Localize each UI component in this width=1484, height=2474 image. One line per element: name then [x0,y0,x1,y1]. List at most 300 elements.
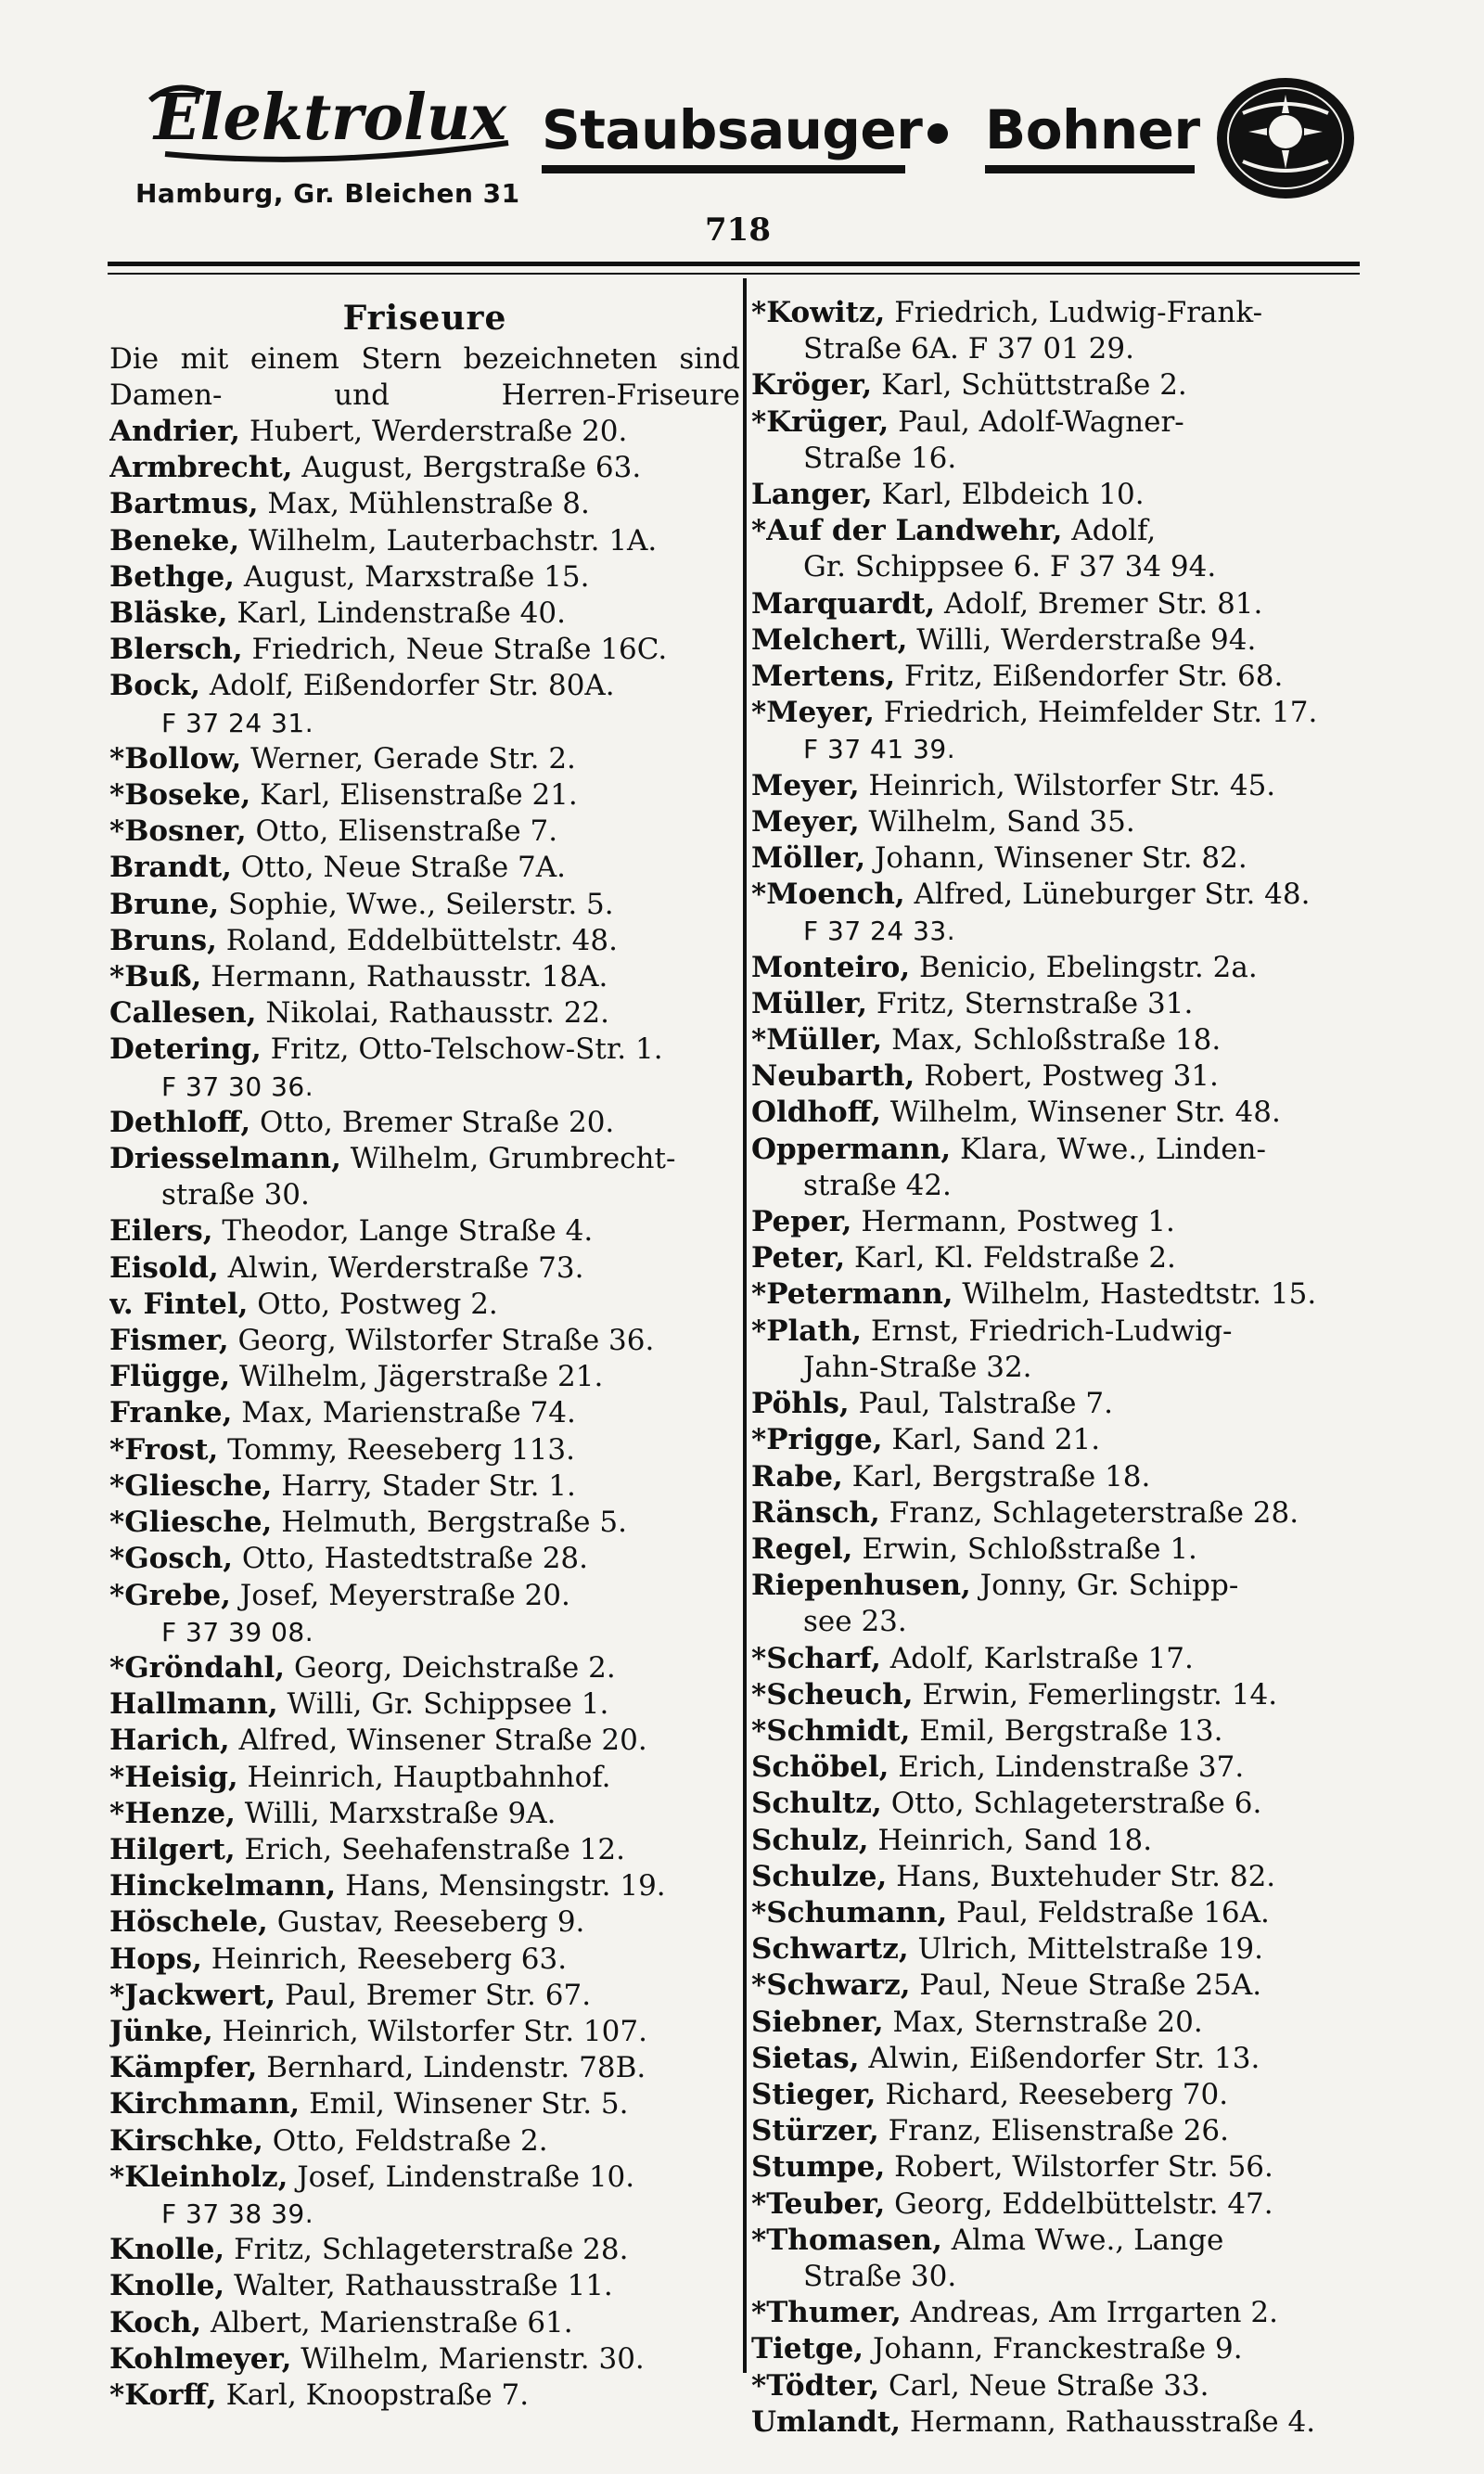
entry-name: *Boseke, [109,778,251,813]
entry-address: Robert, Wilstorfer Str. 56. [885,2150,1273,2185]
directory-entry [751,622,1382,659]
entry-name: Flügge, [109,1360,231,1394]
entry-address: Friedrich, Ludwig-Frank- [885,296,1263,329]
entry-phone: F 37 39 08. [161,1616,314,1647]
directory-entry [751,2149,1382,2186]
entry-name: *Petermann, [751,1277,953,1312]
entry-name: *Scharf, [751,1641,881,1675]
elektrolux-seal-icon [1215,76,1356,200]
directory-entry [109,1141,740,1177]
directory-entry [751,1895,1382,1931]
directory-entry [751,2295,1382,2331]
entry-address: Robert, Postweg 31. [915,1059,1219,1094]
entry-address: Johann, Winsener Str. 82. [865,841,1247,876]
entry-continuation: see 23. [803,1605,907,1639]
entry-address: Heinrich, Wilstorfer Str. 45. [859,768,1276,802]
entry-address: Paul, Bremer Str. 67. [275,1978,592,2012]
directory-entry [751,1386,1382,1422]
directory-entry [751,2041,1382,2077]
entry-name: *Kowitz, [751,296,886,329]
entry-address: Max, Marienstraße 74. [232,1396,576,1430]
entry-address: Erwin, Schloßstraße 1. [852,1532,1197,1566]
entry-name: Detering, [109,1032,262,1067]
directory-entry [751,804,1382,840]
ad-product-staubsauger: Staubsauger [542,98,923,161]
entry-name: Hilgert, [109,1832,236,1866]
entry-name: Kämpfer, [109,2051,258,2085]
entry-name: Bartmus, [109,487,259,521]
directory-entry [109,559,740,596]
entry-name: Dethloff, [109,1105,251,1139]
directory-entry [109,1723,740,1759]
entry-phone: F 37 41 39. [803,734,956,765]
entry-name: Meyer, [751,804,860,839]
entry-continuation: straße 30. [161,1178,310,1212]
directory-entry [109,2123,740,2160]
directory-entry [109,1287,740,1323]
entry-address: Klara, Wwe., Linden- [951,1132,1266,1166]
entry-name: Bethge, [109,559,235,594]
entry-name: Oldhoff, [751,1096,881,1130]
entry-address: Emil, Bergstraße 13. [910,1713,1223,1748]
entry-name: Ränsch, [751,1495,880,1530]
entry-name: Pöhls, [751,1387,850,1421]
entry-address: Jonny, Gr. Schipp- [970,1569,1239,1603]
entry-continuation: Straße 6A. F 37 01 29. [803,332,1134,366]
entry-name: Harich, [109,1724,230,1758]
directory-entry [109,1359,740,1395]
directory-entry [109,1868,740,1904]
ad-underline-left [542,165,905,173]
entry-name: Schulz, [751,1823,869,1857]
entry-phone: F 37 24 33. [803,916,956,947]
directory-entry [109,2268,740,2304]
entry-address: Wilhelm, Hastedtstr. 15. [953,1277,1317,1312]
entry-name: Stürzer, [751,2114,879,2148]
entry-name: Schöbel, [751,1750,889,1785]
directory-entry [751,1931,1382,1968]
entry-address: Max, Sternstraße 20. [883,2005,1203,2039]
entry-continuation: Gr. Schippsee 6. F 37 34 94. [803,550,1217,584]
ad-bullet [928,123,948,144]
entry-continuation: Jahn-Straße 32. [803,1350,1032,1384]
entry-address: Otto, Bremer Straße 20. [250,1105,615,1139]
brand-logotype [137,72,518,165]
entry-name: Bock, [109,669,201,703]
directory-entry [751,586,1382,622]
brand-swash-icon [137,72,518,165]
entry-name: *Plath, [751,1314,863,1348]
entry-address: Erich, Seehafenstraße 12. [235,1832,625,1866]
entry-address: Adolf, Karlstraße 17. [880,1641,1194,1675]
directory-entry [109,777,740,814]
entry-address: Wilhelm, Winsener Str. 48. [880,1096,1281,1130]
entry-address: Fritz, Schlageterstraße 28. [224,2233,629,2267]
directory-entry [109,1468,740,1505]
entry-address: Fritz, Eißendorfer Str. 68. [895,660,1284,694]
entry-name: Kröger, [751,368,873,403]
entry-name: Armbrecht, [109,451,293,485]
ad-underline-right [985,165,1195,173]
entry-name: Siebner, [751,2005,884,2039]
directory-entry [109,814,740,850]
entry-address: Ulrich, Mittelstraße 19. [908,1932,1263,1967]
entry-continuation: straße 42. [803,1168,952,1202]
directory-entry [751,1568,1382,1604]
entry-address: Theodor, Lange Straße 4. [212,1214,594,1249]
entry-address: Wilhelm, Sand 35. [859,804,1135,839]
directory-entry [109,923,740,959]
entry-name: Schultz, [751,1787,882,1821]
entry-address: Gustav, Reeseberg 9. [267,1905,585,1940]
entry-address: Fritz, Sternstraße 31. [867,986,1194,1020]
entry-address: Hermann, Rathausstr. 18A. [201,960,608,994]
entry-name: *Tödter, [751,2368,880,2403]
entry-address: Karl, Schüttstraße 2. [872,368,1187,403]
directory-entry [109,1323,740,1359]
entry-name: Brune, [109,887,220,921]
directory-entry [751,1713,1382,1750]
entry-name: Callesen, [109,996,257,1031]
entry-address: Alwin, Eißendorfer Str. 13. [859,2041,1260,2075]
entry-name: *Gliesche, [109,1506,273,1540]
entry-address: Emil, Winsener Str. 5. [300,2087,629,2121]
directory-entry [751,367,1382,404]
entry-address: Hermann, Rathausstraße 4. [901,2404,1316,2439]
entry-address: Heinrich, Reeseberg 63. [201,1942,568,1976]
directory-entry [751,1095,1382,1131]
entry-name: *Korff, [109,2378,217,2412]
entry-name: Regel, [751,1532,853,1566]
directory-entry [109,1796,740,1832]
entry-name: Stieger, [751,2077,876,2111]
entry-address: Fritz, Otto-Telschow-Str. 1. [261,1032,663,1067]
directory-entry [751,986,1382,1022]
entry-name: *Bosner, [109,814,247,849]
entry-name: Kohlmeyer, [109,2341,292,2376]
header-rule-thick [108,262,1360,266]
entry-name: Franke, [109,1396,233,1430]
entry-name: *Gosch, [109,1542,234,1576]
entry-address: Bernhard, Lindenstr. 78B. [257,2051,646,2085]
entry-address: Tommy, Reeseberg 113. [218,1432,575,1467]
entry-address: Roland, Eddelbüttelstr. 48. [216,923,618,957]
entry-name: Knolle, [109,2269,225,2303]
entry-name: Meyer, [751,768,860,802]
directory-entry [109,2232,740,2268]
entry-address: Adolf, Eißendorfer Str. 80A. [200,669,615,703]
entry-address: August, Bergstraße 63. [292,451,642,485]
directory-entry [751,513,1382,549]
directory-entry [751,2331,1382,2367]
directory-entry [109,1832,740,1868]
directory-entry [109,632,740,668]
entry-phone: F 37 24 31. [161,707,314,738]
entry-name: *Gröndahl, [109,1650,286,1685]
entry-address: Paul, Adolf-Wagner- [889,404,1184,439]
entry-address: Ernst, Friedrich-Ludwig- [862,1314,1233,1348]
entry-name: Peter, [751,1241,846,1275]
entry-name: Schulze, [751,1859,888,1893]
entry-address: Sophie, Wwe., Seilerstr. 5. [219,887,614,921]
entry-name: *Müller, [751,1023,883,1058]
directory-entry [109,450,740,486]
entry-address: Paul, Feldstraße 16A. [947,1895,1270,1929]
directory-entry [751,1532,1382,1568]
entry-address: Adolf, [1062,514,1157,548]
entry-address: Paul, Neue Straße 25A. [910,1968,1262,2003]
entry-name: Marquardt, [751,586,936,621]
directory-entry [751,768,1382,804]
entry-name: Oppermann, [751,1132,952,1166]
entry-address: Hubert, Werderstraße 20. [239,415,628,448]
entry-address: Wilhelm, Lauterbachstr. 1A. [239,523,658,558]
entry-name: Mertens, [751,660,896,694]
directory-entry [751,1750,1382,1786]
entry-address: Karl, Elbdeich 10. [872,478,1145,512]
directory-entry [751,1968,1382,2004]
entry-address: Franz, Schlageterstraße 28. [879,1495,1299,1530]
directory-entry [109,1213,740,1250]
entry-name: *Thumer, [751,2296,902,2330]
directory-entry [109,1578,740,1614]
entry-address: Hans, Mensingstr. 19. [336,1869,666,1904]
directory-entry [109,887,740,923]
directory-entry [751,1823,1382,1859]
entry-address: Karl, Knoopstraße 7. [216,2378,530,2412]
directory-entry [109,486,740,522]
directory-entry [751,2368,1382,2404]
directory-entry [109,2014,740,2050]
entry-address: Willi, Marxstraße 9A. [235,1796,556,1830]
entry-name: Eisold, [109,1250,219,1285]
entry-phone: F 37 30 36. [161,1070,314,1102]
directory-entry [109,959,740,995]
entry-name: Schwartz, [751,1932,909,1967]
entry-address: Hermann, Postweg 1. [851,1205,1175,1239]
entry-address: Heinrich, Sand 18. [868,1823,1153,1857]
directory-entry [109,2050,740,2086]
directory-entry [751,2186,1382,2223]
entry-address: Otto, Postweg 2. [248,1287,498,1321]
entry-name: *Schumann, [751,1895,948,1929]
entry-address: August, Marxstraße 15. [234,559,590,594]
entry-name: Driesselmann, [109,1142,341,1176]
directory-entry [751,477,1382,513]
entry-address: Wilhelm, Jägerstraße 21. [230,1360,604,1394]
entry-name: *Jackwert, [109,1978,276,2012]
directory-entry [109,1505,740,1541]
entry-name: *Thomasen, [751,2223,942,2257]
entry-address: Karl, Bergstraße 18. [842,1459,1151,1493]
entry-name: Fismer, [109,1324,229,1358]
entry-name: Bruns, [109,923,217,957]
entry-name: Stumpe, [751,2150,886,2185]
entry-address: Alfred, Lüneburger Str. 48. [904,878,1311,912]
entry-name: *Auf der Landwehr, [751,514,1063,548]
directory-entry [751,1459,1382,1495]
entry-address: Josef, Lindenstraße 10. [288,2160,635,2194]
directory-entry [751,695,1382,731]
column-right [751,295,1382,2441]
entry-name: Neubarth, [751,1059,915,1094]
entry-address: Johann, Franckestraße 9. [864,2332,1243,2366]
entry-continuation: Straße 16. [803,441,957,475]
entry-name: Peper, [751,1205,852,1239]
directory-entry [751,1677,1382,1713]
entry-name: Jünke, [109,2014,213,2048]
entry-address: Walter, Rathausstraße 11. [224,2269,613,2303]
directory-entry [751,1204,1382,1240]
entry-name: Rabe, [751,1459,843,1493]
directory-entry [109,2305,740,2341]
entry-name: Melchert, [751,622,908,657]
entry-name: Hops, [109,1942,202,1976]
directory-entry [751,659,1382,695]
entry-address: Otto, Elisenstraße 7. [246,814,558,849]
entry-name: Sietas, [751,2041,860,2075]
entry-name: *Henze, [109,1796,236,1830]
entry-name: *Frost, [109,1432,219,1467]
entry-name: Hinckelmann, [109,1869,337,1904]
entry-address: Wilhelm, Grumbrecht- [340,1142,676,1176]
entry-name: Bläske, [109,596,228,631]
directory-entry [109,1395,740,1431]
entry-address: Alwin, Werderstraße 73. [218,1250,584,1285]
entry-name: Höschele, [109,1905,268,1940]
entry-name: Monteiro, [751,950,911,984]
entry-address: Richard, Reeseberg 70. [876,2077,1229,2111]
entry-name: *Heisig, [109,1760,238,1794]
entry-name: Möller, [751,841,866,876]
section-intro: Die mit einem Stern bezeichneten sind Damen- und Herren-Friseure [109,342,740,412]
entry-name: Blersch, [109,633,243,667]
directory-entry [751,1495,1382,1532]
directory-entry [751,2113,1382,2149]
entry-address: Franz, Elisenstraße 26. [878,2114,1230,2148]
column-divider [743,278,747,2373]
directory-entry [109,1250,740,1287]
page-number: 718 [705,212,771,249]
directory-entry [109,1541,740,1577]
directory-entry [109,1032,740,1068]
entry-address: Wilhelm, Marienstr. 30. [291,2341,645,2376]
directory-entry [751,877,1382,913]
directory-entry [751,295,1382,331]
entry-address: Otto, Schlageterstraße 6. [881,1787,1262,1821]
entry-name: *Bollow, [109,741,242,776]
section-title: Friseure [342,299,507,338]
directory-entry [109,668,740,704]
entry-name: Andrier, [109,415,240,448]
entry-name: *Krüger, [751,404,889,439]
entry-address: Erich, Lindenstraße 37. [889,1750,1245,1785]
directory-entry [109,1942,740,1978]
header-rule-thin [108,273,1360,275]
entry-address: Friedrich, Heimfelder Str. 17. [874,696,1318,730]
directory-entry [109,1904,740,1941]
column-left [109,295,740,2414]
directory-entry [751,2005,1382,2041]
entry-address: Josef, Meyerstraße 20. [230,1578,570,1612]
entry-address: Heinrich, Wilstorfer Str. 107. [212,2014,647,2048]
directory-entry [109,850,740,886]
entry-name: *Schmidt, [751,1713,911,1748]
entry-address: Alfred, Winsener Straße 20. [229,1724,647,1758]
entry-address: Otto, Feldstraße 2. [262,2123,548,2158]
directory-entry [109,1650,740,1686]
entry-address: Carl, Neue Straße 33. [879,2368,1209,2403]
directory-entry [751,840,1382,877]
entry-name: *Meyer, [751,696,875,730]
entry-address: Otto, Neue Straße 7A. [231,851,567,885]
entry-list-right [751,295,1382,2441]
entry-phone: F 37 38 39. [161,2198,314,2229]
entry-address: Paul, Talstraße 7. [849,1387,1113,1421]
entry-name: *Kleinholz, [109,2160,288,2194]
entry-address: Georg, Deichstraße 2. [285,1650,616,1685]
entry-address: Werner, Gerade Str. 2. [241,741,576,776]
entry-address: Max, Schloßstraße 18. [882,1023,1222,1058]
directory-entry [109,741,740,777]
entry-name: *Scheuch, [751,1677,914,1711]
entry-name: Kirchmann, [109,2087,301,2121]
entry-address: Benicio, Ebelingstr. 2a. [910,950,1258,984]
directory-entry [109,1978,740,2014]
directory-entry [751,950,1382,986]
brand-name: Elektrolux [152,81,508,155]
directory-entry [109,2086,740,2122]
directory-entry [109,1760,740,1796]
directory-entry [109,596,740,632]
entry-name: Brandt, [109,851,232,885]
entry-address: Karl, Kl. Feldstraße 2. [845,1241,1176,1275]
directory-entry [751,1276,1382,1313]
directory-entry [109,1432,740,1468]
directory-entry [751,1786,1382,1822]
entry-address: Heinrich, Hauptbahnhof. [237,1760,611,1794]
directory-entry [109,2160,740,2196]
entry-name: v. Fintel, [109,1287,249,1321]
entry-address: Max, Mühlenstraße 8. [258,487,590,521]
entry-address: Karl, Elisenstraße 21. [250,778,578,813]
directory-entry [751,1240,1382,1276]
entry-name: *Buß, [109,960,202,994]
entry-name: *Teuber, [751,2186,886,2221]
ad-address: Hamburg, Gr. Bleichen 31 [135,178,520,209]
directory-entry [109,1686,740,1723]
ad-product-bohner: Bohner [985,98,1200,161]
entry-address: Hans, Buxtehuder Str. 82. [887,1859,1276,1893]
directory-entry [109,2341,740,2378]
directory-entry [751,2077,1382,2113]
directory-entry [751,2404,1382,2441]
entry-address: Alma Wwe., Lange [941,2223,1224,2257]
entry-address: Adolf, Bremer Str. 81. [935,586,1263,621]
directory-entry [751,1422,1382,1458]
entry-address: Karl, Lindenstraße 40. [227,596,566,631]
entry-address: Erwin, Femerlingstr. 14. [913,1677,1278,1711]
directory-entry [751,2223,1382,2259]
entry-name: Umlandt, [751,2404,902,2439]
directory-entry [109,2378,740,2414]
entry-name: Riepenhusen, [751,1569,971,1603]
directory-entry [751,1859,1382,1895]
entry-name: *Schwarz, [751,1968,911,2003]
entry-address: Harry, Stader Str. 1. [272,1468,576,1503]
entry-address: Willi, Gr. Schippsee 1. [277,1687,609,1722]
directory-entry [751,1022,1382,1058]
